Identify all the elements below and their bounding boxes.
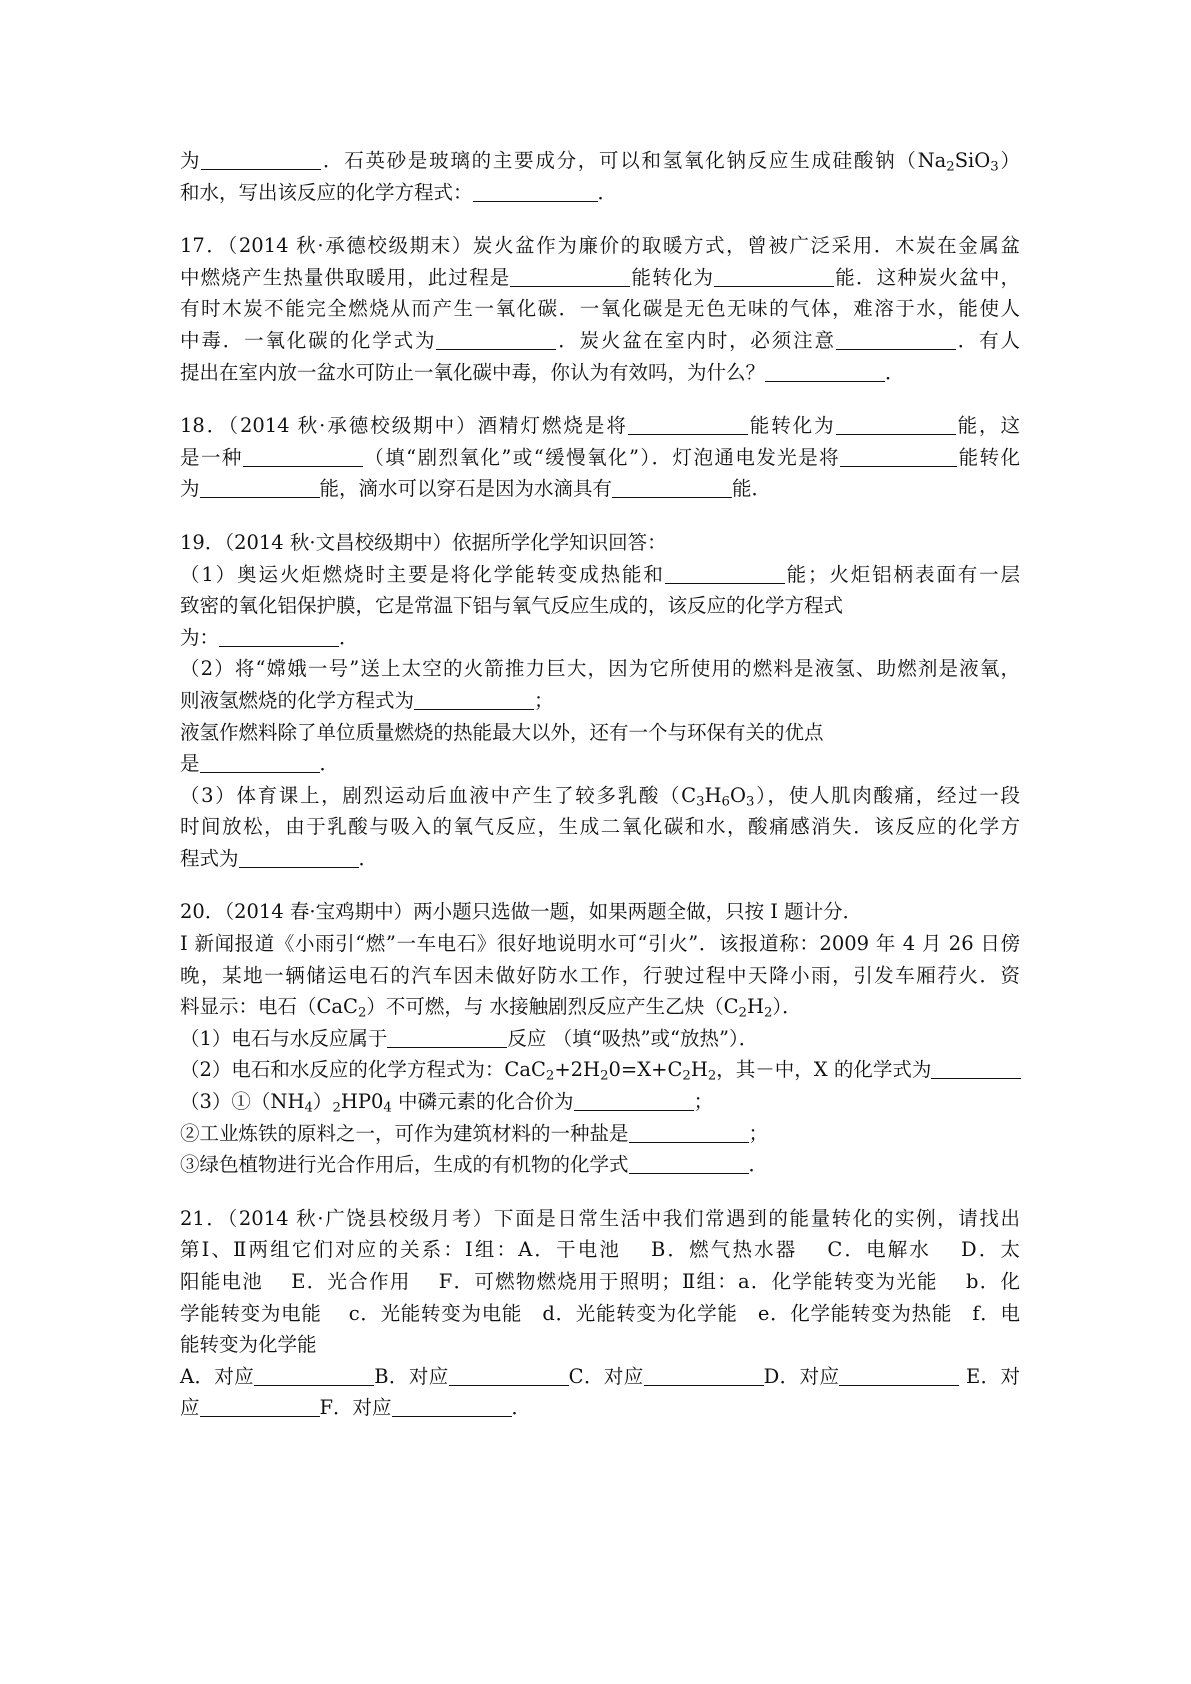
- answer-blank[interactable]: [387, 1025, 507, 1048]
- question-21: 21．（2014 秋·广饶县校级月考）下面是日常生活中我们常遇到的能量转化的实例，请找出 第Ⅰ、Ⅱ两组它们对应的关系：Ⅰ组：A．干电池 B．燃气热水器 C．电解水 D．太 阳能电池 E．光合作用 F．可燃物燃烧用于照明；Ⅱ组：a．化学能转变为光能 b．化 学能转变为电能 c．光能转变为电能 d．光能转变为化学能 e．化学能转变为热能 f．电 能转变为化学能 A．对应 B．对应 C．对应 D．对应 E．对 应 F．对应 ．: [180, 1206, 1021, 1420]
- answer-blank[interactable]: [510, 264, 630, 287]
- question-19: 19．（2014 秋·文昌校级期中）依据所学化学知识回答： （1）奥运火炬燃烧时主要是将化学能转变成热能和 能；火炬铝柄表面有一层 致密的氧化铝保护膜，它是常温下铝与氧气反应生成的，该反应的化学方程式 为： ． （2）将“嫦娥一号”送上太空的火箭推力巨大，因为它所使用的燃料是液氢、助燃剂是液氧， 则液氢燃烧的化学方程式为 ； 液氢作燃料除了单位质量燃烧的热能最大以外，还有一个与环保有关的优点 是 ． （3）体育课上，剧烈运动后血液中产生了较多乳酸$(C_3H_6O_3)$，使人肌肉酸痛，经过一段 时间放松，由于乳酸与吸入的氧气反应，生成二氧化碳和水，酸痛感消失．该反应的化学方 程式为 ．: [180, 530, 1020, 870]
- answer-blank[interactable]: [931, 1056, 1021, 1079]
- answer-blank[interactable]: [200, 750, 320, 773]
- answer-blank[interactable]: [574, 1088, 694, 1111]
- answer-blank[interactable]: [714, 264, 834, 287]
- answer-blank[interactable]: [239, 845, 359, 868]
- answer-blank[interactable]: [243, 444, 363, 467]
- answer-blank[interactable]: [254, 1363, 374, 1386]
- answer-blank[interactable]: [629, 1120, 749, 1143]
- answer-blank[interactable]: [836, 327, 956, 350]
- answer-blank[interactable]: [840, 444, 957, 467]
- answer-blank[interactable]: [473, 179, 598, 202]
- answer-blank[interactable]: [200, 475, 320, 498]
- answer-blank[interactable]: [449, 1363, 569, 1386]
- intro-line-2: 和水，写出该反应的化学方程式： ．: [180, 180, 618, 204]
- question-17: 17．（2014 秋·承德校级期末）炭火盆作为廉价的取暖方式，曾被广泛采用．木炭在金属盆 中燃烧产生热量供取暖用，此过程是 能转化为 能．这种炭火盆中， 有时木炭不能完全燃烧从而产生一氧化碳．一氧化碳是无色无味的气体，难溶于水，能使人 中毒．一氧化碳的化学式为 ．炭火盆在室内时，必须注意 ．有人 提出在室内放一盆水可防止一氧化碳中毒，你认为有效吗，为什么？ ．: [180, 234, 1020, 384]
- answer-blank[interactable]: [414, 687, 534, 710]
- answer-blank[interactable]: [839, 1363, 959, 1386]
- answer-blank[interactable]: [392, 1394, 512, 1417]
- question-18: 18．（2014 秋·承德校级期中）酒精灯燃烧是将 能转化为 能，这 是一种 （填“剧烈氧化”或“缓慢氧化”）．灯泡通电发光是将 能转化 为 能，滴水可以穿石是因为水滴具有 能．: [180, 414, 1020, 501]
- intro-line-1: 为 ．石英砂是玻璃的主要成分，可以和氢氧化钠反应生成硅酸钠$(Na_2SiO_3)$: [180, 149, 1020, 175]
- answer-blank[interactable]: [665, 561, 785, 584]
- document-body: [180, 145, 1020, 1424]
- answer-blank[interactable]: [219, 624, 339, 647]
- answer-blank[interactable]: [628, 412, 748, 435]
- answer-blank[interactable]: [200, 1394, 320, 1417]
- answer-blank[interactable]: [612, 475, 732, 498]
- answer-blank[interactable]: [201, 147, 321, 170]
- answer-blank[interactable]: [436, 327, 556, 350]
- answer-blank[interactable]: [644, 1363, 764, 1386]
- answer-blank[interactable]: [765, 359, 885, 382]
- question-20: 20．（2014 春·宝鸡期中）两小题只选做一题，如果两题全做，只按 I 题计分． I 新闻报道《小雨引“燃”一车电石》很好地说明水可“引火”．该报道称：2009 年 4 月 26 日傍 晚，某地一辆储运电石的汽车因未做好防水工作，行驶过程中天降小雨，引发车厢荇火．资 料显示：电石（CaC$_2$）不可燃，与 水接触剧烈反应产生乙炔$(C_2H_2)$． （1）电石与水反应属于 反应 （填“吸热”或“放热”）． （2）电石和水反应的化学方程式为：$CaC_2+2H_20=X+C_2H_2$，其－中，X 的化学式为 $(3)①(NH_4)_2HP0_4$ 中磷元素的化合价为 ； ②工业炼铁的原料之一，可作为建筑材料的一种盐是 ； ③绿色植物进行光合作用后，生成的有机物的化学式 ．: [180, 900, 1020, 1177]
- answer-blank[interactable]: [836, 412, 956, 435]
- answer-blank[interactable]: [629, 1151, 749, 1174]
